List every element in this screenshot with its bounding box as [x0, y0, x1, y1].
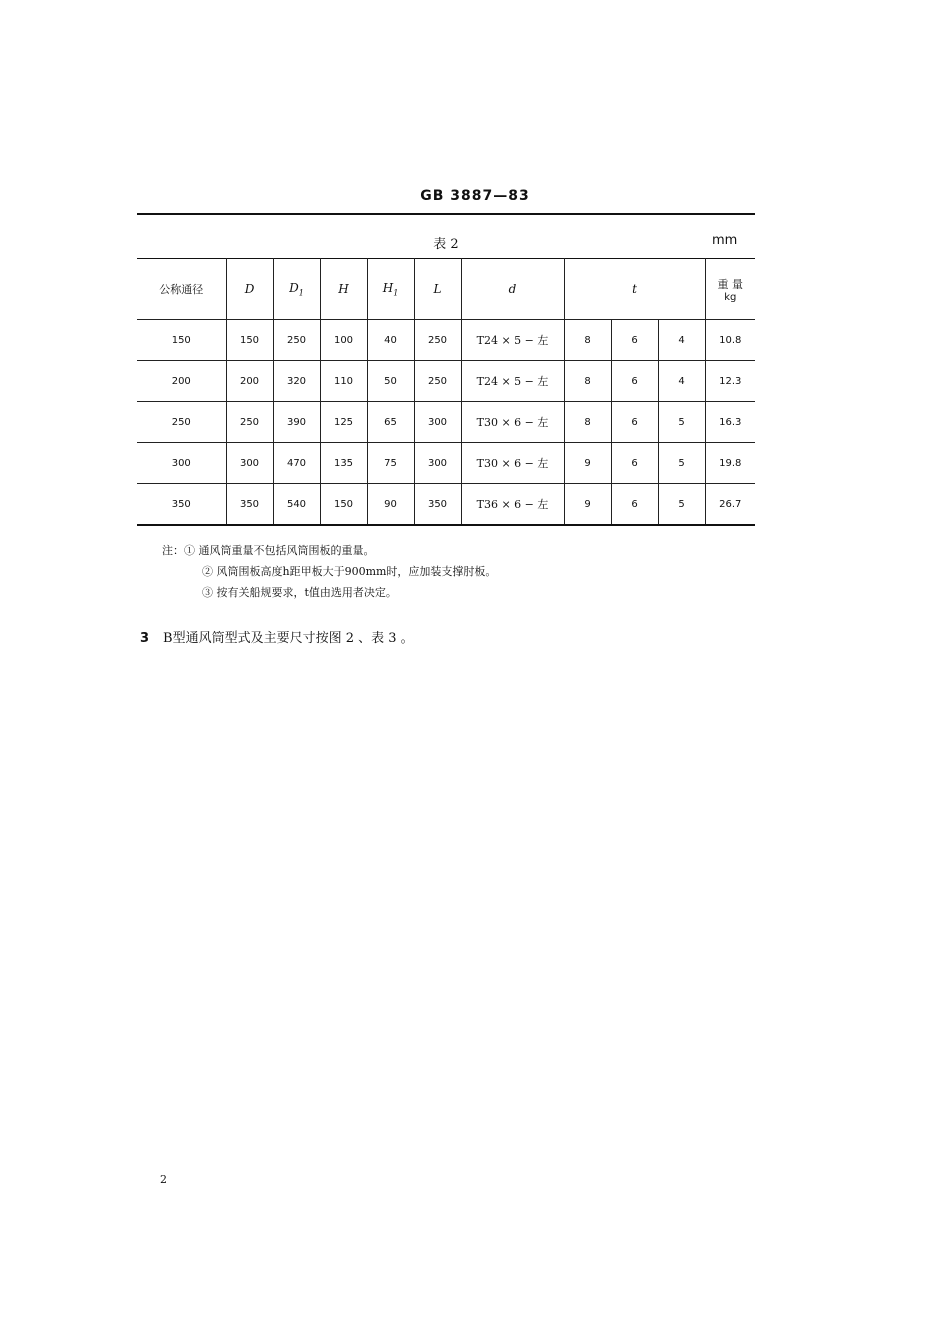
cell-weight: 19.8 — [705, 443, 755, 484]
cell-D: 150 — [226, 320, 273, 361]
cell-D: 250 — [226, 402, 273, 443]
cell-t1: 8 — [564, 361, 611, 402]
cell-H: 125 — [320, 402, 367, 443]
header-D1-base: D — [289, 280, 299, 295]
cell-H: 110 — [320, 361, 367, 402]
cell-H1: 75 — [367, 443, 414, 484]
cell-D: 350 — [226, 484, 273, 526]
header-H1 — [367, 259, 414, 320]
cell-H: 135 — [320, 443, 367, 484]
cell-d: T24 × 5 − 左 — [461, 361, 564, 402]
cell-t2: 6 — [611, 361, 658, 402]
cell-weight: 12.3 — [705, 361, 755, 402]
cell-t1: 8 — [564, 402, 611, 443]
cell-D1: 250 — [273, 320, 320, 361]
cell-nominal: 300 — [137, 443, 226, 484]
cell-weight: 10.8 — [705, 320, 755, 361]
cell-L: 300 — [414, 402, 461, 443]
cell-d: T36 × 6 − 左 — [461, 484, 564, 526]
cell-weight: 16.3 — [705, 402, 755, 443]
cell-nominal: 200 — [137, 361, 226, 402]
cell-nominal: 150 — [137, 320, 226, 361]
header-H: H — [320, 259, 367, 320]
header-t: t — [564, 259, 705, 320]
cell-d: T24 × 5 − 左 — [461, 320, 564, 361]
cell-L: 250 — [414, 320, 461, 361]
note-3: ③ 按有关船规要求，t值由选用者决定。 — [202, 586, 397, 599]
cell-H1: 65 — [367, 402, 414, 443]
table-notes — [162, 540, 496, 603]
cell-t3: 5 — [658, 484, 705, 526]
cell-D1: 470 — [273, 443, 320, 484]
header-weight-label: 重 量 — [717, 277, 744, 291]
cell-H1: 40 — [367, 320, 414, 361]
cell-L: 350 — [414, 484, 461, 526]
cell-L: 300 — [414, 443, 461, 484]
page-header: GB 3887—83 — [420, 188, 530, 204]
table-row — [137, 443, 755, 484]
section-3 — [140, 627, 414, 646]
cell-t3: 4 — [658, 361, 705, 402]
cell-t3: 5 — [658, 443, 705, 484]
cell-H: 150 — [320, 484, 367, 526]
header-D: D — [226, 259, 273, 320]
cell-L: 250 — [414, 361, 461, 402]
header-weight — [705, 259, 755, 320]
header-D1-sub: 1 — [298, 288, 304, 298]
header-D1 — [273, 259, 320, 320]
cell-t3: 5 — [658, 402, 705, 443]
cell-t2: 6 — [611, 484, 658, 526]
cell-D1: 390 — [273, 402, 320, 443]
cell-t1: 8 — [564, 320, 611, 361]
cell-t2: 6 — [611, 320, 658, 361]
cell-D: 200 — [226, 361, 273, 402]
table-row — [137, 320, 755, 361]
header-H1-sub: 1 — [393, 288, 399, 298]
section-number: 3 — [140, 631, 150, 646]
header-L: L — [414, 259, 461, 320]
cell-nominal: 250 — [137, 402, 226, 443]
page-number: 2 — [160, 1173, 167, 1186]
cell-d: T30 × 6 − 左 — [461, 443, 564, 484]
table-unit: mm — [712, 233, 738, 248]
cell-H: 100 — [320, 320, 367, 361]
cell-D: 300 — [226, 443, 273, 484]
cell-D1: 320 — [273, 361, 320, 402]
cell-t1: 9 — [564, 484, 611, 526]
note-2: ② 风筒围板高度h距甲板大于900mm时，应加装支撑肘板。 — [202, 565, 497, 578]
header-nominal: 公称通径 — [137, 259, 226, 320]
cell-t3: 4 — [658, 320, 705, 361]
cell-t2: 6 — [611, 402, 658, 443]
header-weight-unit: kg — [724, 291, 737, 303]
cell-nominal: 350 — [137, 484, 226, 526]
cell-t1: 9 — [564, 443, 611, 484]
table-header-row — [137, 259, 755, 320]
table-row — [137, 484, 755, 526]
note-1: 注：① 通风筒重量不包括风筒围板的重量。 — [162, 544, 375, 557]
spec-table — [137, 258, 755, 526]
cell-weight: 26.7 — [705, 484, 755, 526]
header-H1-base: H — [382, 280, 394, 295]
section-text: B型通风筒型式及主要尺寸按图 2 、表 3 。 — [163, 631, 414, 646]
table-caption: 表 2 — [433, 237, 459, 252]
table-row — [137, 402, 755, 443]
cell-H1: 90 — [367, 484, 414, 526]
cell-d: T30 × 6 − 左 — [461, 402, 564, 443]
header-d: d — [461, 259, 564, 320]
cell-D1: 540 — [273, 484, 320, 526]
cell-H1: 50 — [367, 361, 414, 402]
table-row — [137, 361, 755, 402]
table-top-rule — [137, 213, 755, 215]
cell-t2: 6 — [611, 443, 658, 484]
